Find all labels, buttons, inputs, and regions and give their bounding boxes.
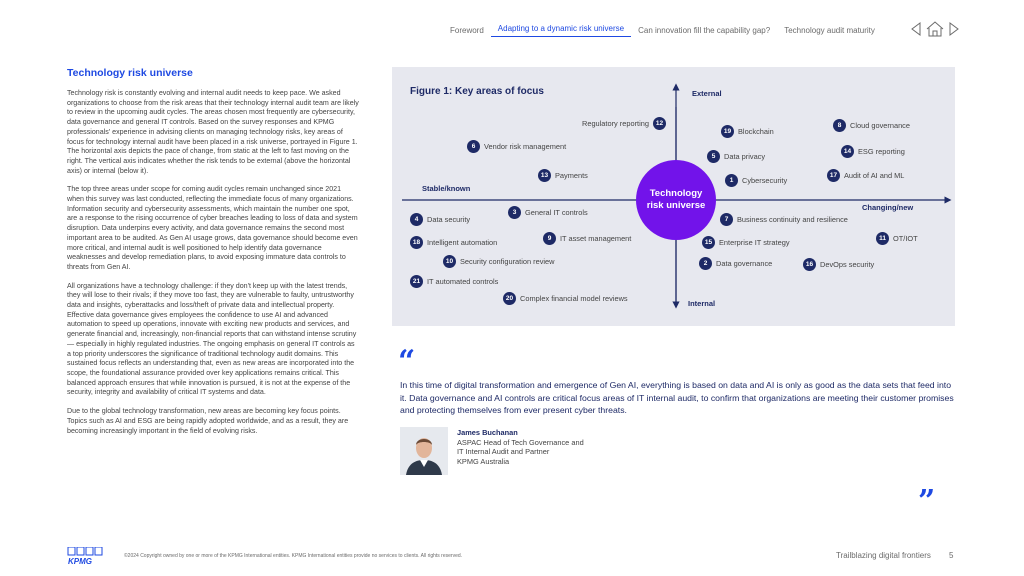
focus-item-12 (582, 117, 666, 130)
author-org: KPMG Australia (457, 456, 510, 466)
item-number: 1 (725, 174, 738, 187)
axis-label-internal: Internal (688, 299, 716, 308)
nav-foreword[interactable]: Foreword (450, 26, 484, 35)
item-label: Payments (555, 171, 588, 180)
item-label: Audit of AI and ML (844, 171, 905, 180)
item-number: 3 (508, 206, 521, 219)
focus-item-6 (467, 140, 566, 153)
item-label: Blockchain (738, 127, 774, 136)
focus-item-17 (827, 169, 904, 182)
item-label: Vendor risk management (484, 142, 567, 151)
figure-title: Figure 1: Key areas of focus (410, 86, 544, 97)
focus-item-8 (833, 119, 910, 132)
item-number: 15 (702, 236, 715, 249)
center-circle (636, 160, 716, 240)
axis-label-external: External (692, 89, 722, 98)
item-number: 17 (827, 169, 840, 182)
item-number: 12 (653, 117, 666, 130)
item-label: Regulatory reporting (582, 119, 649, 128)
axis-label-stable: Stable/known (422, 184, 471, 193)
item-label: Security configuration review (460, 257, 555, 266)
svg-text:KPMG: KPMG (68, 557, 92, 565)
section-title: Technology risk universe (67, 67, 193, 79)
item-number: 21 (410, 275, 423, 288)
quote-author (457, 428, 584, 466)
nav-audit-maturity[interactable]: Technology audit maturity (784, 26, 875, 35)
paragraph-1: Technology risk is constantly evolving and internal audit needs to keep pace. We asked organizations to choose from the risk areas that their technology internal audit team are likely to review in the upcoming audit cycles. The areas chosen most frequently are cybersecurity, data governance and general IT controls. Based on the survey responses and KPMG professionals' experience in advising clients on managing technology risks, key areas of focus for technology internal audit have been placed in a risk universe, portrayed in Figure 1. The horizontal axis depicts the pace of change, from static at the left to fast moving on the right. The vertical axis indicates whether the risk tends to be external (above the horizontal axis) or internal (below it). (67, 89, 359, 175)
focus-item-13 (538, 169, 588, 182)
focus-item-3 (508, 206, 588, 219)
item-label: General IT controls (525, 208, 588, 217)
focus-item-19 (721, 125, 774, 138)
center-line-1: Technology (649, 188, 703, 199)
chevron-left-icon[interactable] (910, 22, 922, 36)
author-title-1: ASPAC Head of Tech Governance and (457, 437, 584, 447)
nav-adapting[interactable]: Adapting to a dynamic risk universe (491, 24, 631, 37)
footer-title: Trailblazing digital frontiers (836, 551, 931, 560)
item-number: 13 (538, 169, 551, 182)
focus-item-10 (443, 255, 554, 268)
item-number: 7 (720, 213, 733, 226)
paragraph-2: The top three areas under scope for coming audit cycles remain unchanged since 2021 when this survey was last conducted, reflecting the immediate focus of many organizations. Information security and cybersecurity assessments, which maintain the number one spot, are a response to the rising occurrence of cyber breaches leading to loss of data and system disruption. Data underpins every activity, and data governance remains the second most important area to be audited. As Gen AI usage grows, data governance should become even more critical, and internal audit is well positioned to help identify data governance weaknesses and develop remediation plans, to avoid exposing immature data controls to threats from Gen AI. (67, 185, 358, 271)
item-label: Cloud governance (850, 121, 910, 130)
item-label: ESG reporting (858, 147, 905, 156)
item-label: Data security (427, 215, 471, 224)
item-number: 14 (841, 145, 854, 158)
focus-item-11 (876, 232, 918, 245)
top-nav (443, 24, 882, 37)
quote-text: In this time of digital transformation and emergence of Gen AI, everything is based on data and AI is only as good as the data sets that feed into it. Data governance and AI controls are critical focus areas of IT internal audit, to confirm that organizations are meeting their customer promises and protecting themselves from ever present cyber threats. (400, 380, 954, 415)
focus-item-2 (699, 257, 772, 270)
focus-item-16 (803, 258, 874, 271)
author-name: James Buchanan (457, 428, 518, 437)
author-title-2: IT Internal Audit and Partner (457, 447, 550, 457)
focus-item-21 (410, 275, 498, 288)
page-nav-controls (910, 21, 960, 37)
nav-innovation[interactable]: Can innovation fill the capability gap? (638, 26, 771, 35)
item-number: 16 (803, 258, 816, 271)
item-number: 4 (410, 213, 423, 226)
item-number: 9 (543, 232, 556, 245)
focus-item-9 (543, 232, 631, 245)
item-label: Complex financial model reviews (520, 294, 628, 303)
item-label: Data privacy (724, 152, 766, 161)
kpmg-logo (67, 547, 107, 570)
focus-item-18 (410, 236, 497, 249)
item-label: IT automated controls (427, 277, 499, 286)
item-label: Enterprise IT strategy (719, 238, 790, 247)
figure-key-areas (392, 67, 955, 326)
author-photo (400, 427, 448, 475)
paragraph-3: All organizations have a technology challenge: if they don't keep up with the latest trends, they will lose to their rivals; if they move too fast, they are vulnerable to faulty, untrustworthy data and insights, cyberattacks and loss/theft of private data and intellectual property. Effective data governance gives employees the confidence to use AI and advanced automation to speed up operations, innovate with exciting new products and services, and generate financial and, increasingly, non-financial reports that can withstand intense scrutiny — especially in highly regulated industries. The ongoing emphasis on general IT controls as a top priority underscores the significance of traditional technology audit domains. This sustained focus reflects an understanding that, even as new areas are incorporated into the scope, the foundational assurance provided over key applications remains critical. This balanced approach ensures that while innovation is pursued, it is not at the expense of the security, integrity and availability of critical IT systems and data. (67, 281, 357, 397)
focus-item-14 (841, 145, 905, 158)
quote-open-icon: “ (398, 344, 416, 379)
footer-copyright: ©2024 Copyright owned by one or more of the KPMG International entities. KPMG International entities provide no services to clients. All rights reserved. (124, 553, 463, 559)
page-number: 5 (949, 551, 954, 560)
paragraph-4: Due to the global technology transformation, new areas are becoming key focus points. Topics such as AI and ESG are being rapidly adopted worldwide, and as a result, they are becoming increasingly important in the field of evolving risks. (67, 407, 349, 435)
item-label: Business continuity and resilience (737, 215, 848, 224)
focus-item-4 (410, 213, 470, 226)
item-number: 11 (876, 232, 889, 245)
focus-item-1 (725, 174, 787, 187)
item-label: Data governance (716, 259, 773, 268)
item-label: Intelligent automation (427, 238, 498, 247)
center-line-2: risk universe (646, 200, 706, 211)
item-number: 2 (699, 257, 712, 270)
item-number: 6 (467, 140, 480, 153)
item-number: 5 (707, 150, 720, 163)
item-number: 10 (443, 255, 456, 268)
focus-item-15 (702, 236, 790, 249)
focus-item-7 (720, 213, 848, 226)
focus-item-20 (503, 292, 628, 305)
item-number: 8 (833, 119, 846, 132)
item-label: Cybersecurity (742, 176, 788, 185)
item-number: 18 (410, 236, 423, 249)
item-label: OT/IOT (893, 234, 918, 243)
item-label: IT asset management (560, 234, 632, 243)
left-column (67, 67, 359, 445)
focus-item-5 (707, 150, 765, 163)
item-number: 20 (503, 292, 516, 305)
axis-label-changing: Changing/new (862, 203, 914, 212)
home-icon[interactable] (925, 21, 945, 37)
chevron-right-icon[interactable] (948, 22, 960, 36)
quote-close-icon: ” (918, 484, 936, 519)
item-number: 19 (721, 125, 734, 138)
item-label: DevOps security (820, 260, 875, 269)
